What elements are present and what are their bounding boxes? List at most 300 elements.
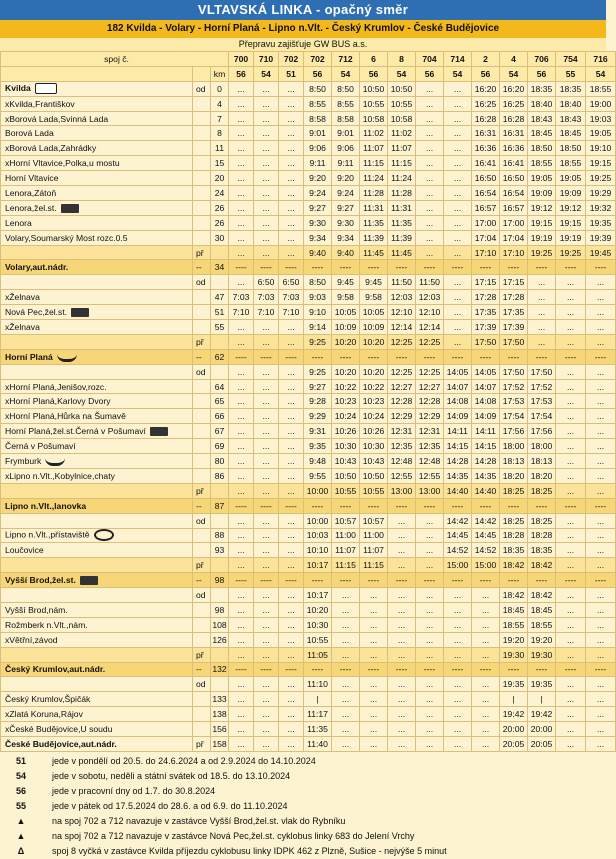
- departure-time: 9:30: [304, 215, 332, 230]
- timetable-row: [1, 424, 616, 439]
- arr-dep-mark: od: [193, 588, 211, 603]
- km-value: 47: [211, 290, 229, 305]
- day-code: 54: [444, 66, 472, 81]
- departure-time: ...: [388, 543, 416, 558]
- departure-time: 12:27: [416, 379, 444, 394]
- stop-name-cell: [1, 543, 193, 558]
- departure-time: 19:45: [586, 245, 616, 260]
- departure-time: ...: [388, 677, 416, 692]
- departure-time: ...: [229, 468, 254, 483]
- footnote-text: spoj 8 vyčká v zastávce Kvilda příjezdu cyklobusu linky IDPK 462 z Plzně, Sušice - nejvýše 5 minut: [52, 845, 447, 856]
- departure-time: ...: [229, 379, 254, 394]
- footnote-text: jede v pracovní dny od 1.7. do 30.8.2024: [52, 785, 216, 796]
- departure-time: 14:28: [472, 454, 500, 469]
- departure-time: ...: [229, 617, 254, 632]
- stop-name-cell: [1, 290, 193, 305]
- departure-time: 19:30: [500, 647, 528, 662]
- arr-dep-mark: [193, 722, 211, 737]
- departure-time: ...: [279, 454, 304, 469]
- departure-time: 20:05: [500, 736, 528, 751]
- departure-time: 18:50: [556, 141, 586, 156]
- departure-time: ...: [360, 632, 388, 647]
- departure-time: 9:24: [304, 186, 332, 201]
- departure-time: ...: [472, 707, 500, 722]
- stop-name: Kvilda: [5, 83, 31, 94]
- departure-time: 12:10: [416, 305, 444, 320]
- departure-time: ...: [279, 513, 304, 528]
- stop-name-cell: [1, 588, 193, 603]
- departure-time: ----: [229, 349, 254, 364]
- km-value: 98: [211, 573, 229, 588]
- departure-time: ...: [360, 602, 388, 617]
- connection-number: 716: [586, 52, 616, 67]
- departure-time: 19:42: [500, 707, 528, 722]
- departure-time: ...: [229, 602, 254, 617]
- footnote-key: 54: [15, 770, 26, 781]
- stop-name-cell: [1, 260, 193, 275]
- arr-dep-mark: [193, 528, 211, 543]
- arr-dep-mark: [193, 111, 211, 126]
- departure-time: ----: [444, 349, 472, 364]
- departure-time: 18:45: [528, 602, 556, 617]
- departure-time: 18:42: [528, 588, 556, 603]
- departure-time: 10:43: [332, 454, 360, 469]
- departure-time: ----: [388, 498, 416, 513]
- departure-time: 12:27: [388, 379, 416, 394]
- stop-name-cell: [1, 468, 193, 483]
- departure-time: ...: [229, 722, 254, 737]
- departure-time: 19:32: [586, 200, 616, 215]
- arr-dep-mark: [193, 230, 211, 245]
- departure-time: 10:50: [360, 81, 388, 96]
- departure-time: 11:02: [388, 126, 416, 141]
- departure-time: 12:03: [388, 290, 416, 305]
- connection-number: 704: [416, 52, 444, 67]
- departure-time: ...: [229, 171, 254, 186]
- departure-time: ----: [586, 260, 616, 275]
- departure-time: ----: [416, 260, 444, 275]
- departure-time: 16:28: [500, 111, 528, 126]
- departure-time: 19:25: [586, 171, 616, 186]
- departure-time: 16:41: [472, 156, 500, 171]
- departure-time: ...: [444, 111, 472, 126]
- arr-dep-mark: od: [193, 513, 211, 528]
- km-value: [211, 677, 229, 692]
- departure-time: ----: [254, 498, 279, 513]
- departure-time: 14:28: [444, 454, 472, 469]
- departure-time: ...: [229, 528, 254, 543]
- departure-time: ----: [360, 498, 388, 513]
- footnote-key: ▲: [16, 815, 26, 826]
- departure-time: ----: [332, 349, 360, 364]
- departure-time: 9:06: [304, 141, 332, 156]
- departure-time: 13:00: [416, 483, 444, 498]
- departure-time: ...: [556, 483, 586, 498]
- departure-time: 17:15: [500, 275, 528, 290]
- departure-time: ...: [229, 692, 254, 707]
- departure-time: ...: [556, 439, 586, 454]
- departure-time: ...: [444, 81, 472, 96]
- arr-dep-mark: [193, 215, 211, 230]
- departure-time: 11:45: [360, 245, 388, 260]
- departure-time: 12:48: [416, 454, 444, 469]
- departure-time: ...: [586, 677, 616, 692]
- route-description: 182 Kvilda - Volary - Horní Planá - Lipno n.Vlt. - Český Krumlov - České Budějovice: [0, 20, 606, 38]
- departure-time: ...: [229, 513, 254, 528]
- stop-name-cell: [1, 722, 193, 737]
- departure-time: ...: [416, 186, 444, 201]
- arr-dep-mark: --: [193, 260, 211, 275]
- departure-time: 17:35: [500, 305, 528, 320]
- departure-time: 12:31: [388, 424, 416, 439]
- departure-time: ...: [229, 126, 254, 141]
- departure-time: ...: [254, 558, 279, 573]
- km-value: 108: [211, 617, 229, 632]
- departure-time: 14:11: [472, 424, 500, 439]
- km-value: 4: [211, 96, 229, 111]
- departure-time: 12:48: [388, 454, 416, 469]
- timetable-row: [1, 230, 616, 245]
- departure-time: 9:25: [304, 334, 332, 349]
- departure-time: ...: [254, 677, 279, 692]
- departure-time: ----: [304, 662, 332, 677]
- departure-time: 10:23: [360, 394, 388, 409]
- departure-time: 19:03: [586, 111, 616, 126]
- departure-time: ...: [586, 334, 616, 349]
- departure-time: 12:29: [416, 409, 444, 424]
- connection-number: 2: [472, 52, 500, 67]
- departure-time: ...: [229, 364, 254, 379]
- departure-time: ...: [416, 215, 444, 230]
- departure-time: 17:39: [472, 320, 500, 335]
- stop-name-cell: [1, 81, 193, 96]
- km-value: 156: [211, 722, 229, 737]
- stop-name-cell: [1, 364, 193, 379]
- departure-time: ...: [279, 141, 304, 156]
- timetable-row: [1, 573, 616, 588]
- km-value: 86: [211, 468, 229, 483]
- departure-time: ...: [586, 364, 616, 379]
- stop-name-cell: [1, 602, 193, 617]
- departure-time: ...: [279, 543, 304, 558]
- departure-time: ...: [388, 707, 416, 722]
- departure-time: ...: [444, 707, 472, 722]
- departure-time: 9:25: [304, 364, 332, 379]
- departure-time: 19:35: [500, 677, 528, 692]
- departure-time: ...: [254, 439, 279, 454]
- departure-time: 11:50: [416, 275, 444, 290]
- departure-time: ...: [254, 722, 279, 737]
- stop-name: Borová Lada: [5, 128, 54, 139]
- departure-time: ----: [254, 573, 279, 588]
- departure-time: ----: [586, 349, 616, 364]
- departure-time: 11:50: [388, 275, 416, 290]
- departure-time: |: [500, 692, 528, 707]
- departure-time: ...: [279, 215, 304, 230]
- days-row: [1, 66, 616, 81]
- departure-time: ...: [254, 96, 279, 111]
- day-code: 55: [556, 66, 586, 81]
- departure-time: 11:35: [360, 215, 388, 230]
- departure-time: 18:28: [528, 528, 556, 543]
- departure-time: ----: [416, 349, 444, 364]
- departure-time: ----: [304, 498, 332, 513]
- departure-time: ...: [254, 245, 279, 260]
- departure-time: ...: [279, 96, 304, 111]
- departure-time: ...: [416, 707, 444, 722]
- stop-name: Horní Planá,žel.st.Černá v Pošumaví: [5, 426, 146, 437]
- stop-name-cell: [1, 692, 193, 707]
- departure-time: 15:00: [444, 558, 472, 573]
- departure-time: ...: [254, 334, 279, 349]
- departure-time: ...: [279, 483, 304, 498]
- timetable-row: [1, 334, 616, 349]
- departure-time: 18:43: [528, 111, 556, 126]
- departure-time: ...: [416, 111, 444, 126]
- departure-time: 17:04: [500, 230, 528, 245]
- departure-time: ...: [254, 707, 279, 722]
- departure-time: 9:24: [332, 186, 360, 201]
- departure-time: 10:22: [332, 379, 360, 394]
- departure-time: 9:20: [332, 171, 360, 186]
- departure-time: 9:01: [332, 126, 360, 141]
- departure-time: 11:28: [388, 186, 416, 201]
- departure-time: 19:12: [528, 200, 556, 215]
- departure-time: 7:10: [229, 305, 254, 320]
- km-value: [211, 334, 229, 349]
- departure-time: ...: [279, 736, 304, 751]
- timetable-row: [1, 647, 616, 662]
- departure-time: ...: [254, 692, 279, 707]
- departure-time: 18:55: [556, 156, 586, 171]
- timetable-row: [1, 305, 616, 320]
- footnote: [0, 784, 606, 799]
- footnote: [0, 844, 606, 859]
- stop-name: xBorová Lada,Zahrádky: [5, 143, 97, 154]
- departure-time: 9:14: [304, 320, 332, 335]
- timetable-row: [1, 736, 616, 751]
- departure-time: ...: [444, 320, 472, 335]
- departure-time: 12:25: [416, 334, 444, 349]
- departure-time: ...: [556, 602, 586, 617]
- stop-name-cell: [1, 379, 193, 394]
- departure-time: 16:25: [500, 96, 528, 111]
- timetable-row: [1, 498, 616, 513]
- departure-time: ...: [556, 677, 586, 692]
- departure-time: 20:00: [528, 722, 556, 737]
- km-value: [211, 588, 229, 603]
- departure-time: ...: [556, 692, 586, 707]
- departure-time: ...: [388, 736, 416, 751]
- departure-time: ----: [586, 498, 616, 513]
- km-value: 93: [211, 543, 229, 558]
- footnote: [0, 814, 606, 829]
- stop-name: xHorní Planá,Jenišov,rozc.: [5, 381, 107, 392]
- connection-number: 8: [388, 52, 416, 67]
- timetable-row: [1, 126, 616, 141]
- connection-number: 706: [528, 52, 556, 67]
- departure-time: 19:05: [556, 171, 586, 186]
- departure-time: 8:58: [304, 111, 332, 126]
- departure-time: ...: [229, 736, 254, 751]
- footnote-key: ▲: [16, 830, 26, 841]
- departure-time: ...: [388, 513, 416, 528]
- departure-time: ...: [360, 677, 388, 692]
- connection-number: 714: [444, 52, 472, 67]
- arr-dep-mark: [193, 305, 211, 320]
- departure-time: 19:39: [586, 230, 616, 245]
- departure-time: ...: [279, 320, 304, 335]
- timetable-row: [1, 215, 616, 230]
- departure-time: 10:10: [304, 543, 332, 558]
- stop-name-cell: [1, 245, 193, 260]
- departure-time: ----: [304, 573, 332, 588]
- bike-icon: [94, 529, 114, 541]
- timetable-row: [1, 662, 616, 677]
- arr-dep-mark: [193, 617, 211, 632]
- departure-time: 9:45: [332, 275, 360, 290]
- departure-time: 17:15: [472, 275, 500, 290]
- departure-time: ...: [586, 394, 616, 409]
- stop-name: Vyšší Brod,nám.: [5, 604, 68, 615]
- departure-time: 16:50: [500, 171, 528, 186]
- departure-time: 18:45: [500, 602, 528, 617]
- departure-time: 10:26: [332, 424, 360, 439]
- departure-time: ...: [586, 632, 616, 647]
- departure-time: 11:00: [360, 528, 388, 543]
- departure-time: 14:11: [444, 424, 472, 439]
- connection-number: 710: [254, 52, 279, 67]
- departure-time: 9:58: [332, 290, 360, 305]
- departure-time: 19:19: [528, 230, 556, 245]
- departure-time: ...: [388, 588, 416, 603]
- departure-time: ...: [279, 111, 304, 126]
- departure-time: ...: [416, 200, 444, 215]
- departure-time: 17:39: [500, 320, 528, 335]
- departure-time: 14:07: [472, 379, 500, 394]
- bus-icon: [35, 83, 57, 94]
- departure-time: 19:42: [528, 707, 556, 722]
- arr-dep-mark: --: [193, 349, 211, 364]
- departure-time: 10:00: [304, 483, 332, 498]
- timetable-row: [1, 602, 616, 617]
- departure-time: ...: [229, 141, 254, 156]
- departure-time: ...: [279, 409, 304, 424]
- departure-time: 14:07: [444, 379, 472, 394]
- timetable-row: [1, 379, 616, 394]
- departure-time: ...: [279, 558, 304, 573]
- departure-time: 16:36: [500, 141, 528, 156]
- departure-time: ...: [279, 528, 304, 543]
- stop-name: Frymburk: [5, 455, 42, 466]
- departure-time: 12:10: [388, 305, 416, 320]
- departure-time: ...: [229, 647, 254, 662]
- departure-time: ...: [254, 632, 279, 647]
- departure-time: ----: [279, 260, 304, 275]
- departure-time: ...: [586, 707, 616, 722]
- departure-time: 19:10: [586, 141, 616, 156]
- arr-dep-mark: př: [193, 736, 211, 751]
- stop-name: Lenora,Zátoň: [5, 187, 57, 198]
- departure-time: ----: [416, 662, 444, 677]
- departure-time: 12:28: [416, 394, 444, 409]
- departure-time: 16:54: [500, 186, 528, 201]
- departure-time: 12:55: [388, 468, 416, 483]
- departure-time: 18:25: [528, 483, 556, 498]
- timetable-row: [1, 394, 616, 409]
- train-icon: [71, 308, 89, 317]
- departure-time: ...: [528, 275, 556, 290]
- km-value: 51: [211, 305, 229, 320]
- day-code: 56: [528, 66, 556, 81]
- km-value: 133: [211, 692, 229, 707]
- day-code: 56: [360, 66, 388, 81]
- departure-time: ...: [332, 647, 360, 662]
- departure-time: 16:20: [500, 81, 528, 96]
- departure-time: 17:53: [528, 394, 556, 409]
- departure-time: ...: [254, 364, 279, 379]
- departure-time: ...: [416, 126, 444, 141]
- departure-time: 18:35: [500, 543, 528, 558]
- departure-time: 10:05: [360, 305, 388, 320]
- departure-time: 16:36: [472, 141, 500, 156]
- departure-time: ...: [254, 126, 279, 141]
- footnote-text: na spoj 702 a 712 navazuje v zastávce Nová Pec,žel.st. cyklobus linky 683 do Jelení Vrchy: [52, 830, 415, 841]
- departure-time: ...: [279, 632, 304, 647]
- departure-time: 11:45: [388, 245, 416, 260]
- departure-time: ...: [416, 617, 444, 632]
- departure-time: ----: [360, 349, 388, 364]
- departure-time: ...: [279, 379, 304, 394]
- departure-time: ...: [254, 81, 279, 96]
- departure-time: 7:03: [279, 290, 304, 305]
- departure-time: ...: [279, 126, 304, 141]
- departure-time: ----: [556, 349, 586, 364]
- departure-time: ...: [444, 200, 472, 215]
- stop-name: xKvilda,Františkov: [5, 98, 75, 109]
- connection-number: 6: [360, 52, 388, 67]
- footnotes: [0, 754, 606, 859]
- stop-name-cell: [1, 215, 193, 230]
- departure-time: 17:50: [472, 334, 500, 349]
- departure-time: 10:55: [304, 632, 332, 647]
- timetable-row: [1, 483, 616, 498]
- stop-name-cell: [1, 632, 193, 647]
- departure-time: 10:55: [360, 96, 388, 111]
- departure-time: 10:26: [360, 424, 388, 439]
- footnote-key: 51: [15, 755, 26, 766]
- km-value: [211, 364, 229, 379]
- day-code: 51: [279, 66, 304, 81]
- departure-time: 8:58: [332, 111, 360, 126]
- departure-time: ...: [332, 722, 360, 737]
- departure-time: ...: [360, 617, 388, 632]
- departure-time: ...: [586, 290, 616, 305]
- km-value: 88: [211, 528, 229, 543]
- departure-time: ...: [229, 275, 254, 290]
- departure-time: 16:50: [472, 171, 500, 186]
- departure-time: ...: [229, 200, 254, 215]
- stop-name-cell: [1, 558, 193, 573]
- stop-name: xŽelnava: [5, 321, 40, 332]
- departure-time: 19:29: [586, 186, 616, 201]
- stop-name: Lipno n.Vlt.,přístaviště: [5, 529, 90, 540]
- departure-time: ...: [586, 647, 616, 662]
- departure-time: ...: [279, 468, 304, 483]
- km-value: 138: [211, 707, 229, 722]
- departure-time: ----: [229, 260, 254, 275]
- departure-time: ...: [279, 439, 304, 454]
